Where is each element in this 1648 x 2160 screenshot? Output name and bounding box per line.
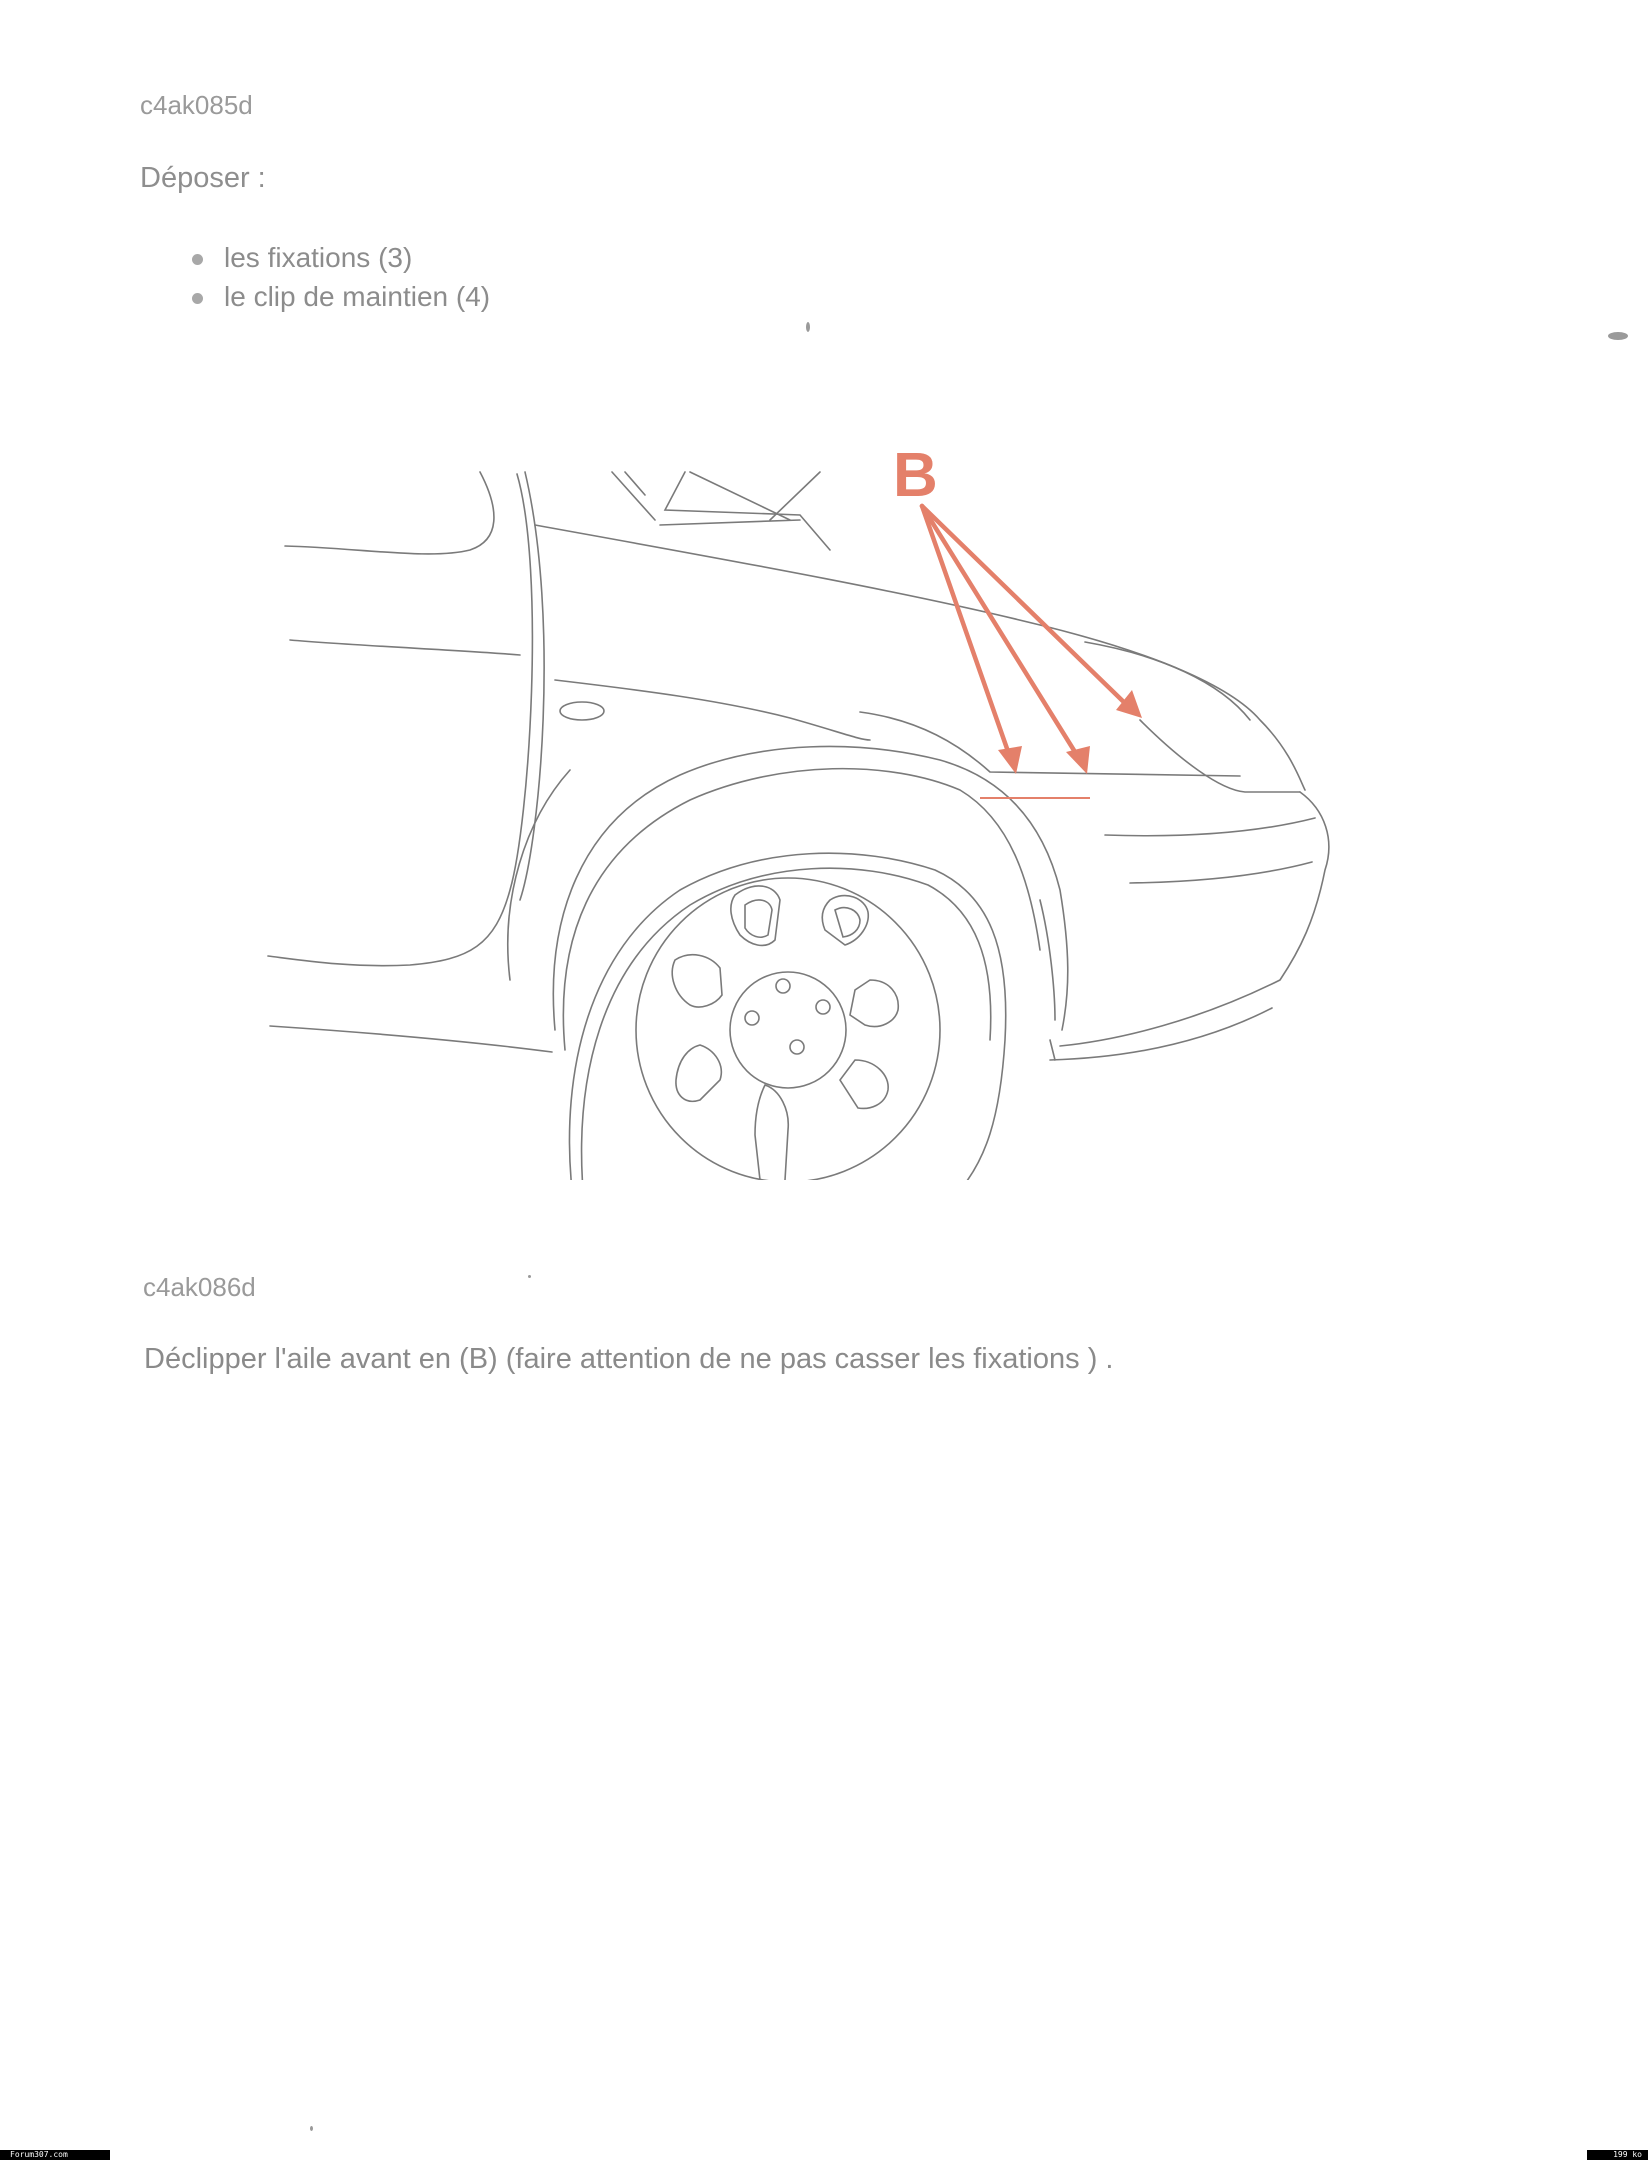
scan-speck <box>310 2126 313 2131</box>
footer-size-label: 199 ko <box>1587 2150 1648 2160</box>
section-heading: Déposer : <box>140 162 266 194</box>
scan-speck <box>528 1275 531 1278</box>
footer-site-label: Forum307.com <box>0 2150 110 2160</box>
callout-label: B <box>893 441 938 510</box>
document-ref-bottom: c4ak086d <box>143 1272 256 1302</box>
scan-speck <box>806 322 810 332</box>
document-ref-top: c4ak085d <box>140 90 253 120</box>
list-item: le clip de maintien (4) <box>190 277 490 316</box>
instruction-text: Déclipper l'aile avant en (B) (faire attention de ne pas casser les fixations ) . <box>144 1343 1114 1375</box>
removal-list <box>190 238 490 316</box>
scan-speck <box>1608 332 1628 340</box>
list-item: les fixations (3) <box>190 238 490 277</box>
car-fender-diagram <box>0 420 1648 1180</box>
